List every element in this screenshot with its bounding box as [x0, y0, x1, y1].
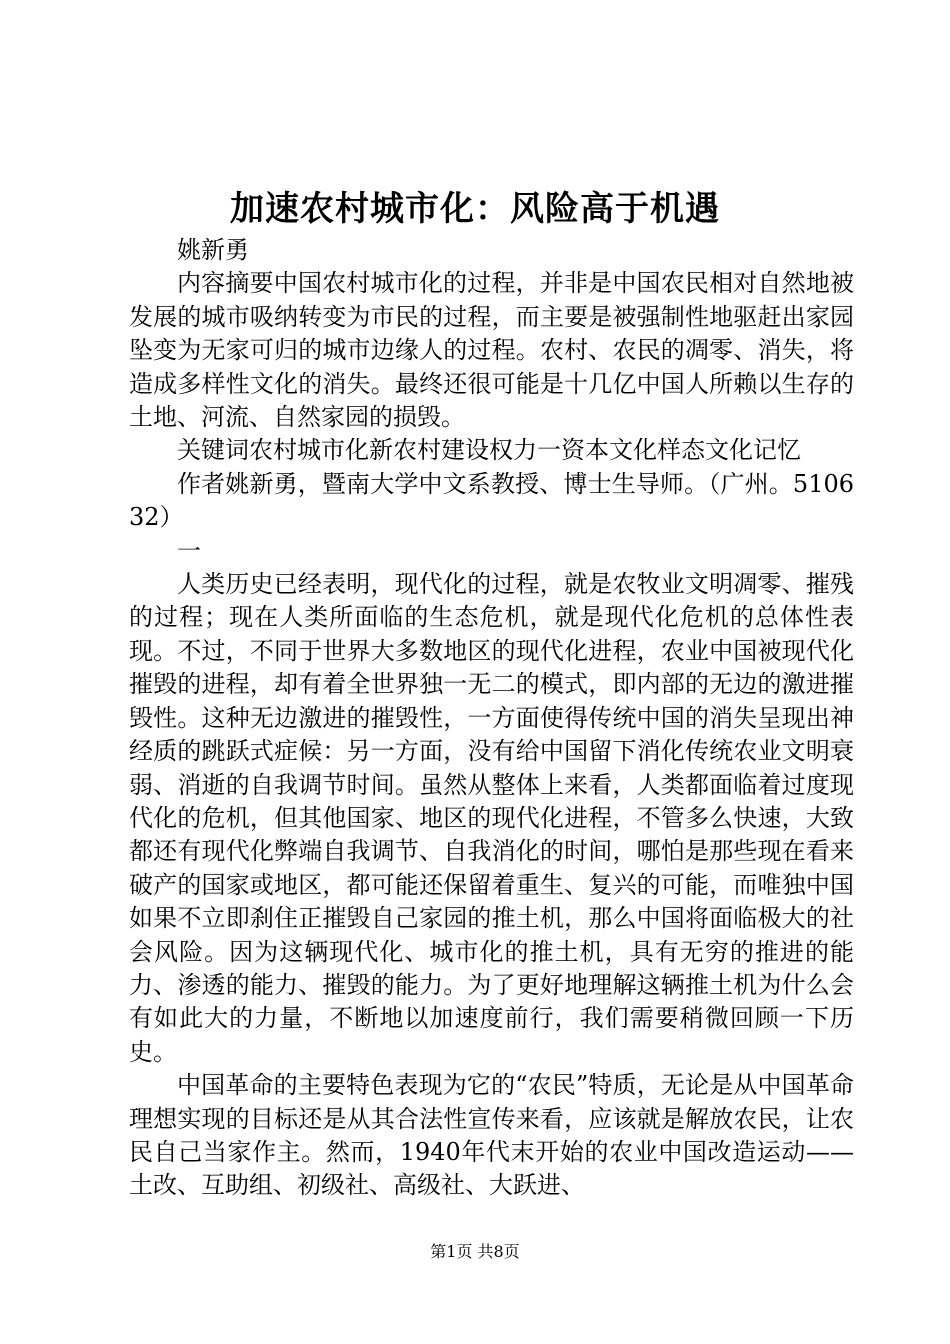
abstract-paragraph: 内容摘要中国农村城市化的过程，并非是中国农民相对自然地被发展的城市吸纳转变为市民的过程，而主要是被强制性地驱赶出家园坠变为无家可归的城市边缘人的过程。农村、农民的凋零、消失，将造成多样性文化的消失。最终还很可能是十几亿中国人所赖以生存的土地、河流、自然家园的损毁。 [129, 269, 854, 432]
author-info-paragraph: 作者姚新勇，暨南大学中文系教授、博士生导师。（广州。510632） [129, 469, 854, 532]
body-paragraph: 人类历史已经表明，现代化的过程，就是农牧业文明凋零、摧残的过程；现在人类所面临的生态危机，就是现代化危机的总体性表现。不过，不同于世界大多数地区的现代化进程，农业中国被现代化摧毁的进程，却有着全世界独一无二的模式，即内部的无边的激进摧毁性。这种无边激进的摧毁性，一方面使得传统中国的消失呈现出神经质的跳跃式症候：另一方面，没有给中国留下消化传统农业文明衰弱、消逝的自我调节时间。虽然从整体上来看，人类都面临着过度现代化的危机，但其他国家、地区的现代化进程，不管多么快速，大致都还有现代化弊端自我调节、自我消化的时间，哪怕是那些现在看来破产的国家或地区，都可能还保留着重生、复兴的可能，而唯独中国如果不立即刹住正摧毁自己家园的推土机，那么中国将面临极大的社会风险。因为这辆现代化、城市化的推土机，具有无穷的推进的能力、渗透的能力、摧毁的能力。为了更好地理解这辆推土机为什么会有如此大的力量，不断地以加速度前行，我们需要稍微回顾一下历史。 [129, 570, 854, 1066]
document-body [129, 234, 854, 1203]
author-line: 姚新勇 [177, 236, 249, 264]
document-title: 加速农村城市化：风险高于机遇 [230, 189, 720, 229]
section-heading: 一 [177, 536, 201, 565]
page-footer: 第1页 共8页 [430, 1242, 520, 1261]
keywords-paragraph: 关键词农村城市化新农村建设权力一资本文化样态文化记忆 [177, 436, 801, 465]
body-paragraph: 中国革命的主要特色表现为它的“农民”特质，无论是从中国革命理想实现的目标还是从其合法性宣传来看，应该就是解放农民，让农民自己当家作主。然而，1940年代末开始的农业中国改造运动——土改、互助组、初级社、高级社、大跃进、 [129, 1071, 854, 1200]
